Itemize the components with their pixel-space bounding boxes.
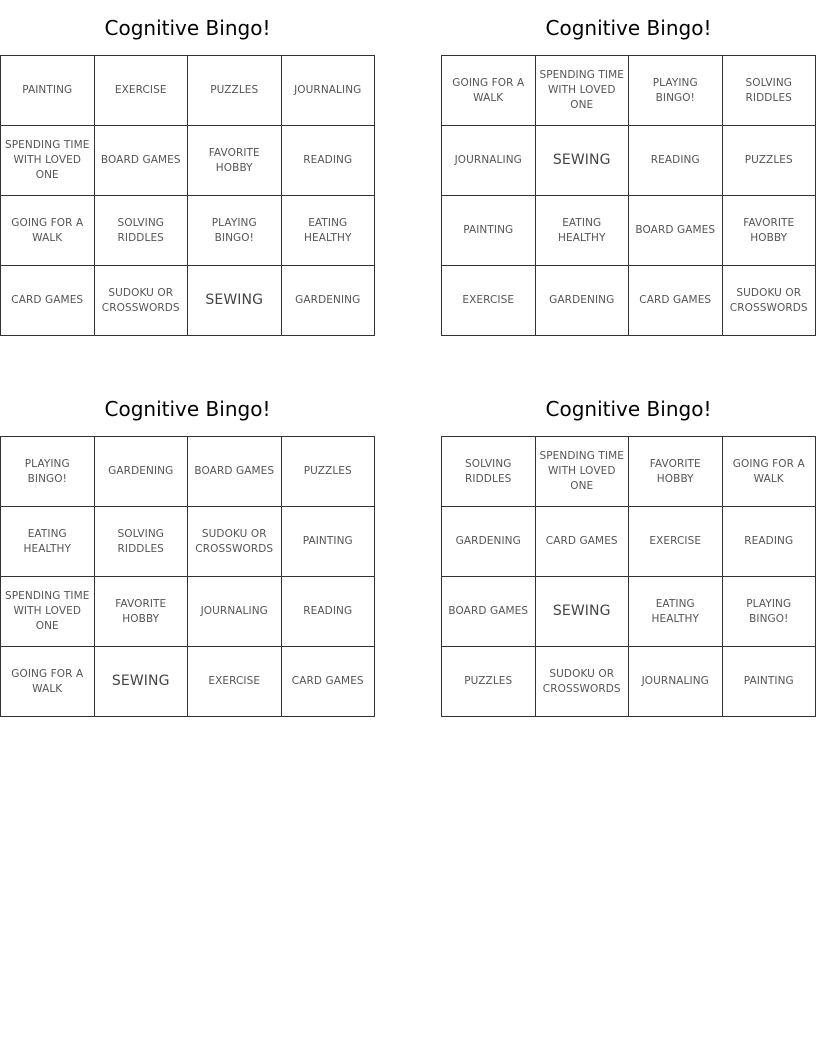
bingo-cell: EXERCISE bbox=[442, 266, 536, 336]
bingo-cell: PUZZLES bbox=[282, 437, 376, 507]
bingo-cell: READING bbox=[723, 507, 816, 577]
bingo-cell: PLAYING BINGO! bbox=[629, 56, 723, 126]
bingo-cell: CARD GAMES bbox=[629, 266, 723, 336]
bingo-cell: SUDOKU OR CROSSWORDS bbox=[188, 507, 282, 577]
bingo-cell: PLAYING BINGO! bbox=[1, 437, 95, 507]
bingo-cell: PLAYING BINGO! bbox=[188, 196, 282, 266]
bingo-cell: CARD GAMES bbox=[282, 647, 376, 717]
card-title: Cognitive Bingo! bbox=[545, 15, 712, 40]
bingo-cell: JOURNALING bbox=[442, 126, 536, 196]
bingo-cell: GARDENING bbox=[282, 266, 376, 336]
bingo-card bbox=[441, 0, 816, 336]
bingo-cell: EXERCISE bbox=[629, 507, 723, 577]
bingo-cell: GARDENING bbox=[442, 507, 536, 577]
bingo-cell: EXERCISE bbox=[188, 647, 282, 717]
bingo-cell: EATING HEALTHY bbox=[1, 507, 95, 577]
bingo-grid bbox=[441, 55, 816, 336]
bingo-cell: SUDOKU OR CROSSWORDS bbox=[95, 266, 189, 336]
bingo-cell: GOING FOR A WALK bbox=[723, 437, 816, 507]
bingo-cell: BOARD GAMES bbox=[442, 577, 536, 647]
bingo-grid bbox=[0, 55, 375, 336]
bingo-cell: PAINTING bbox=[723, 647, 816, 717]
bingo-cell: GOING FOR A WALK bbox=[442, 56, 536, 126]
bingo-cell: SOLVING RIDDLES bbox=[442, 437, 536, 507]
bingo-grid bbox=[0, 436, 375, 717]
bingo-cell: SUDOKU OR CROSSWORDS bbox=[723, 266, 816, 336]
bingo-cell: SEWING bbox=[95, 647, 189, 717]
bingo-card bbox=[441, 381, 816, 717]
bingo-cell: SOLVING RIDDLES bbox=[723, 56, 816, 126]
bingo-card bbox=[0, 381, 375, 717]
bingo-cell: SOLVING RIDDLES bbox=[95, 507, 189, 577]
bingo-grid bbox=[441, 436, 816, 717]
bingo-cell: FAVORITE HOBBY bbox=[629, 437, 723, 507]
bingo-cell: PUZZLES bbox=[723, 126, 816, 196]
bingo-cell: GARDENING bbox=[95, 437, 189, 507]
card-title: Cognitive Bingo! bbox=[104, 15, 271, 40]
bingo-cell: SEWING bbox=[536, 126, 630, 196]
bingo-cell: SPENDING TIME WITH LOVED ONE bbox=[536, 437, 630, 507]
card-title: Cognitive Bingo! bbox=[545, 396, 712, 421]
bingo-cell: PUZZLES bbox=[442, 647, 536, 717]
bingo-cell: EATING HEALTHY bbox=[629, 577, 723, 647]
card-title: Cognitive Bingo! bbox=[104, 396, 271, 421]
bingo-cell: SEWING bbox=[188, 266, 282, 336]
bingo-cell: FAVORITE HOBBY bbox=[723, 196, 816, 266]
bingo-cell: JOURNALING bbox=[188, 577, 282, 647]
bingo-cell: READING bbox=[282, 126, 376, 196]
bingo-cell: PAINTING bbox=[282, 507, 376, 577]
bingo-cell: BOARD GAMES bbox=[188, 437, 282, 507]
bingo-cell: CARD GAMES bbox=[1, 266, 95, 336]
bingo-cell: GOING FOR A WALK bbox=[1, 647, 95, 717]
bingo-cell: SEWING bbox=[536, 577, 630, 647]
bingo-cell: READING bbox=[629, 126, 723, 196]
bingo-cell: PUZZLES bbox=[188, 56, 282, 126]
bingo-cell: BOARD GAMES bbox=[629, 196, 723, 266]
bingo-cell: EATING HEALTHY bbox=[282, 196, 376, 266]
bingo-cell: PLAYING BINGO! bbox=[723, 577, 816, 647]
bingo-card bbox=[0, 0, 375, 336]
bingo-cell: FAVORITE HOBBY bbox=[95, 577, 189, 647]
bingo-cell: PAINTING bbox=[442, 196, 536, 266]
bingo-cell: SPENDING TIME WITH LOVED ONE bbox=[1, 577, 95, 647]
bingo-cell: SPENDING TIME WITH LOVED ONE bbox=[1, 126, 95, 196]
bingo-cell: CARD GAMES bbox=[536, 507, 630, 577]
bingo-cell: EXERCISE bbox=[95, 56, 189, 126]
bingo-cell: JOURNALING bbox=[629, 647, 723, 717]
bingo-cell: SOLVING RIDDLES bbox=[95, 196, 189, 266]
bingo-cell: GOING FOR A WALK bbox=[1, 196, 95, 266]
bingo-cell: SUDOKU OR CROSSWORDS bbox=[536, 647, 630, 717]
bingo-cell: BOARD GAMES bbox=[95, 126, 189, 196]
bingo-cell: FAVORITE HOBBY bbox=[188, 126, 282, 196]
bingo-cell: READING bbox=[282, 577, 376, 647]
bingo-cell: SPENDING TIME WITH LOVED ONE bbox=[536, 56, 630, 126]
bingo-cell: EATING HEALTHY bbox=[536, 196, 630, 266]
bingo-cell: PAINTING bbox=[1, 56, 95, 126]
bingo-cell: GARDENING bbox=[536, 266, 630, 336]
bingo-cell: JOURNALING bbox=[282, 56, 376, 126]
